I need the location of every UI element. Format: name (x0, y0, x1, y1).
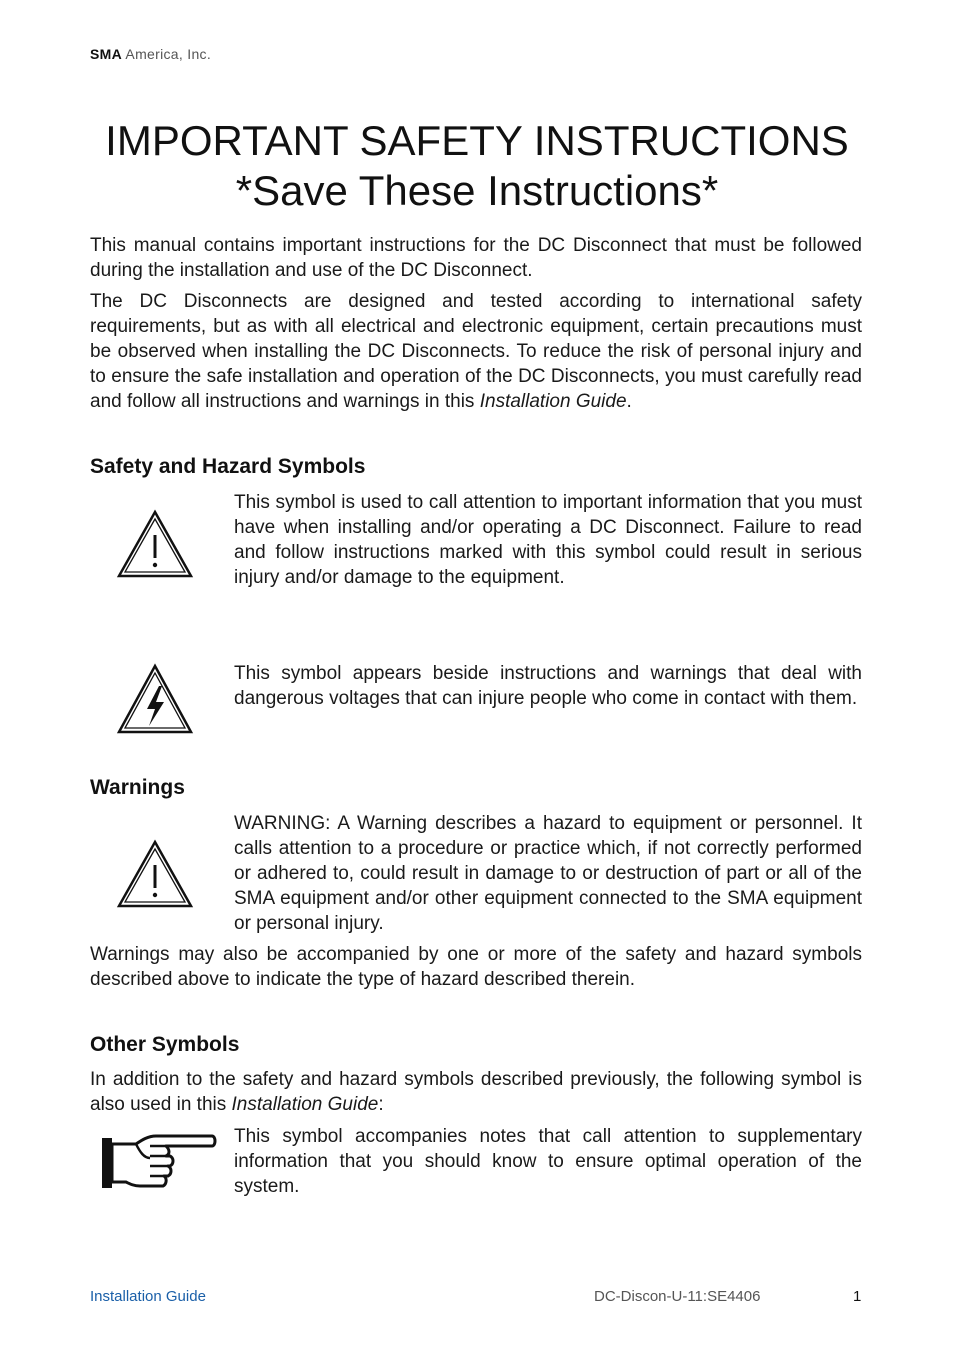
company-name-rest: America, Inc. (122, 46, 212, 62)
page-subtitle: *Save These Instructions* (235, 167, 719, 214)
intro-paragraph-2-text: The DC Disconnects are designed and tested according to international safety requirements, but as with all electrical and electronic equipment, certain precautions must be observed when installing the DC Disconnects. To reduce the risk of personal injury and to ensure the safe installation and operation of the DC Disconnects, you must carefully read and follow all instructions and warnings in this (90, 291, 862, 412)
section-heading-warnings: Warnings (90, 776, 185, 799)
exclamation-triangle-icon (116, 508, 194, 580)
intro-paragraph-2-italic: Installation Guide (479, 391, 627, 412)
attention-symbol-description: This symbol is used to call attention to important information that you must have when installing and/or operating a DC Disconnect. Failure to read and follow instructions marked with this symbol could result in serious injury and/or damage to the equipment. (234, 492, 862, 588)
exclamation-triangle-icon (116, 838, 194, 910)
voltage-symbol-description: This symbol appears beside instructions and warnings that deal with dangerous voltages that can injure people who come in contact with them. (234, 663, 862, 709)
other-symbols-intro-italic: Installation Guide (231, 1094, 379, 1115)
company-name-bold: SMA (90, 46, 123, 62)
other-symbols-intro (90, 1067, 862, 1117)
section-heading-safety: Safety and Hazard Symbols (90, 455, 366, 478)
warnings-followup-paragraph: Warnings may also be accompanied by one or more of the safety and hazard symbols described above to indicate the type of hazard described therein. (90, 944, 862, 990)
running-header (90, 46, 211, 62)
intro-paragraph-2 (90, 289, 862, 414)
footer-guide-title: Installation Guide (90, 1288, 206, 1305)
lightning-triangle-icon (116, 662, 194, 736)
footer-document-id: DC-Discon-U-11:SE4406 (594, 1288, 761, 1305)
note-symbol-description: This symbol accompanies notes that call attention to supplementary information that you should know to ensure optimal operation of the system. (234, 1126, 862, 1197)
intro-paragraph-2-end: . (626, 391, 632, 412)
section-heading-other-symbols: Other Symbols (90, 1033, 240, 1056)
warning-description: WARNING: A Warning describes a hazard to equipment or personnel. It calls attention to a procedure or practice which, if not correctly performed or adhered to, could result in damage to or destruction of part or all of the SMA equipment and/or other equipment connected to the SMA equipment or personal injury. (234, 813, 862, 934)
other-symbols-intro-end: : (378, 1094, 384, 1115)
pointing-hand-icon (100, 1132, 218, 1192)
page-number: 1 (853, 1288, 862, 1305)
intro-paragraph-1: This manual contains important instructions for the DC Disconnect that must be followed during the installation and use of the DC Disconnect. (90, 235, 862, 281)
other-symbols-intro-text: In addition to the safety and hazard symbols described previously, the following symbol is also used in this (90, 1069, 862, 1115)
page-title: IMPORTANT SAFETY INSTRUCTIONS (105, 117, 849, 164)
